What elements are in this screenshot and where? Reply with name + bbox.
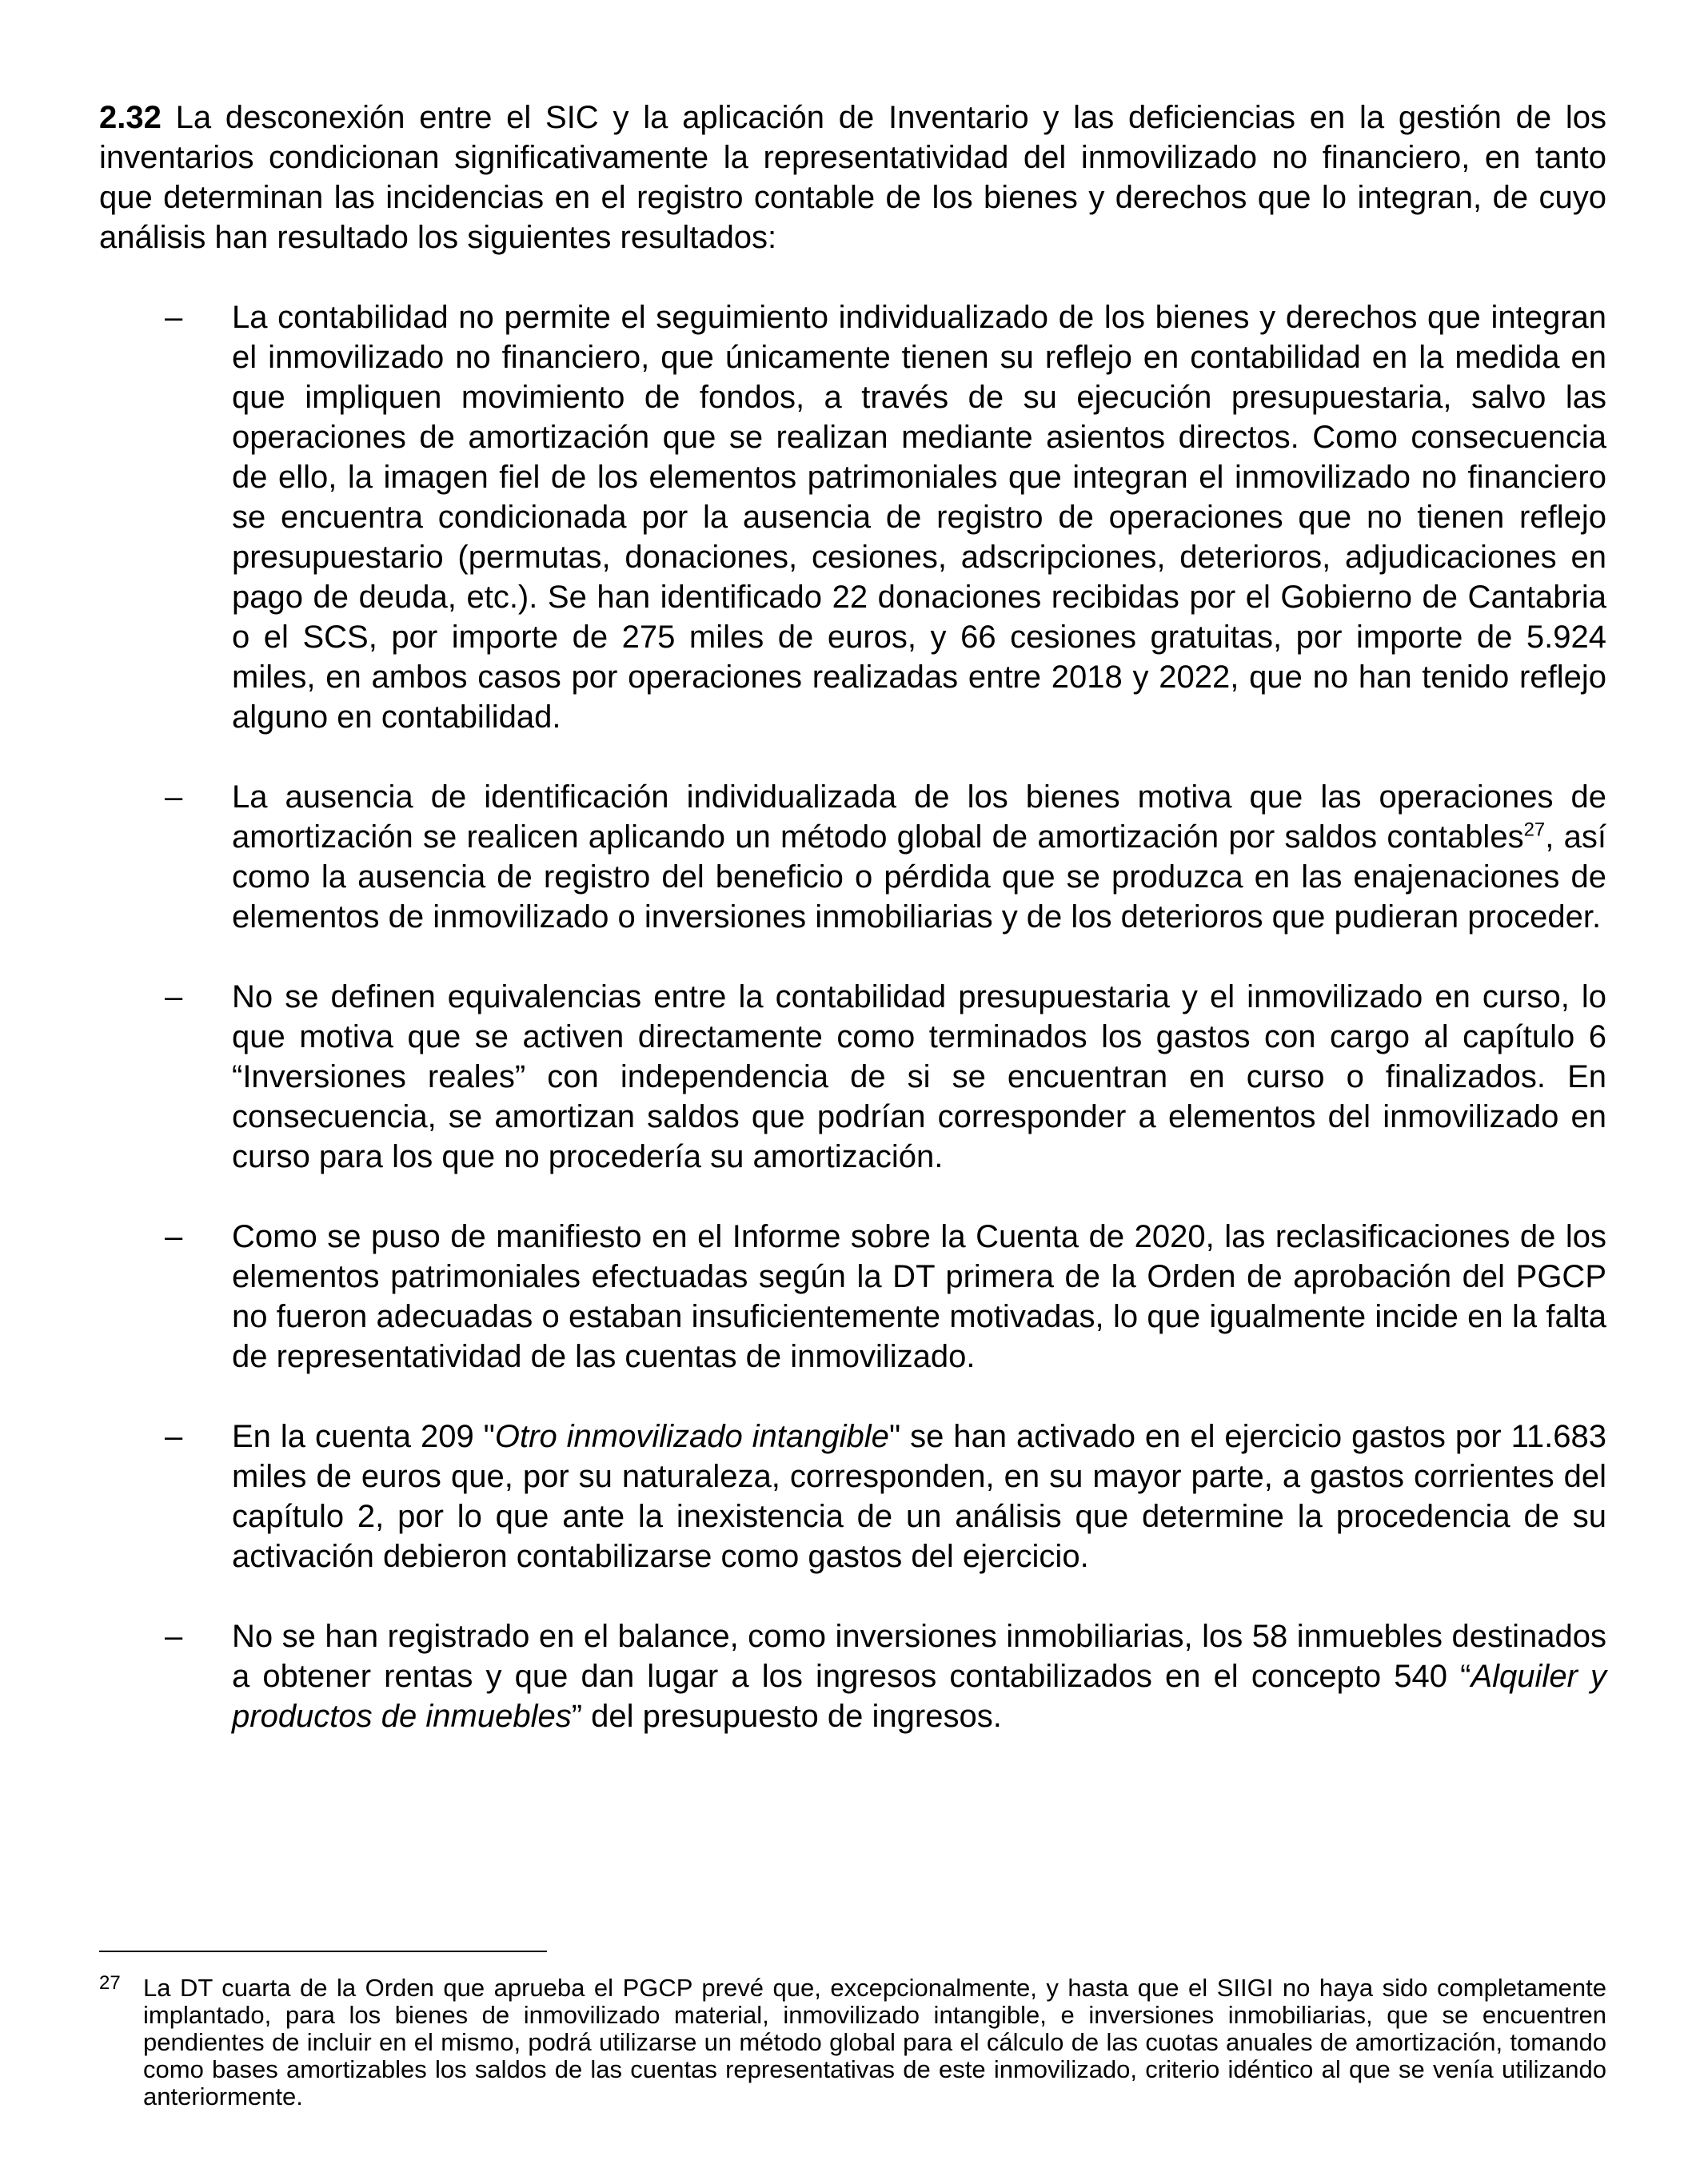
main-body: [99, 98, 1606, 1736]
list-item-text-part: La ausencia de identificación individualizada de los bienes motiva que las operaciones de amortización se realicen aplicando un método global de amortización por saldos contables: [232, 779, 1606, 855]
list-item-text-part: No se han registrado en el balance, como inversiones inmobiliarias, los 58 inmuebles destinados a obtener rentas y que dan lugar a los ingresos contabilizados en el concepto 540 “: [232, 1619, 1606, 1694]
list-item-text: No se definen equivalencias entre la contabilidad presupuestaria y el inmovilizado en curso, lo que motiva que se activen directamente como terminados los gastos con cargo al capítulo 6 “Inversiones reales” con independencia de si se encuentran en curso o finalizados. En consecuencia, se amortizan saldos que podrían corresponder a elementos del inmovilizado en curso para los que no procedería su amortización.: [232, 979, 1606, 1174]
footnote-reference[interactable]: 27: [1523, 819, 1546, 841]
footnote-number: 27: [99, 1972, 121, 1994]
list-item: [99, 1616, 1606, 1736]
list-item-text: Como se puso de manifiesto en el Informe sobre la Cuenta de 2020, las reclasificaciones de los elementos patrimoniales efectuadas según la DT primera de la Orden de aprobación del PGCP no fueron adecuadas o estaban insuficientemente motivadas, lo que igualmente incide en la falta de representatividad de las cuentas de inmovilizado.: [232, 1219, 1606, 1374]
list-item-text: La contabilidad no permite el seguimiento individualizado de los bienes y derechos que integran el inmovilizado no financiero, que únicamente tienen su reflejo en contabilidad en la medida en que impliquen movimiento de fondos, a través de su ejecución presupuestaria, salvo las operaciones de amortización que se realizan mediante asientos directos. Como consecuencia de ello, la imagen fiel de los elementos patrimoniales que integran el inmovilizado no financiero se encuentra condicionada por la ausencia de registro de operaciones que no tienen reflejo presupuestario (permutas, donaciones, cesiones, adscripciones, deterioros, adjudicaciones en pago de deuda, etc.). Se han identificado 22 donaciones recibidas por el Gobierno de Cantabria o el SCS, por importe de 275 miles de euros, y 66 cesiones gratuitas, por importe de 5.924 miles, en ambos casos por operaciones realizadas entre 2018 y 2022, que no han tenido reflejo alguno en contabilidad.: [232, 300, 1606, 735]
list-item-text: [232, 1616, 1606, 1736]
dash-bullet: –: [165, 1419, 183, 1454]
list-item-text-part: En la cuenta 209 ": [232, 1419, 495, 1454]
dash-bullet: –: [165, 1619, 183, 1654]
list-item: [99, 777, 1606, 937]
concept-name-italic: Alquiler y productos de inmuebles: [232, 1659, 1607, 1734]
account-name-italic: Otro inmovilizado intangible: [494, 1419, 889, 1454]
list-item-text: [232, 1417, 1606, 1576]
footnote: [99, 1972, 1606, 2110]
footnote-text: La DT cuarta de la Orden que aprueba el PGCP prevé que, excepcionalmente, y hasta que el SIIGI no haya sido completamente implantado, para los bienes de inmovilizado material, inmovilizado intangible, e inversiones inmobiliarias, que se encuentren pendientes de incluir en el mismo, podrá utilizarse un método global para el cálculo de las cuotas anuales de amortización, tomando como bases amortizables los saldos de las cuentas representativas de este inmovilizado, criterio idéntico al que se venía utilizando anteriormente.: [143, 1974, 1606, 2110]
list-item: [99, 1217, 1606, 1377]
footnote-separator: [99, 1951, 547, 1952]
dash-bullet: –: [165, 779, 183, 815]
list-item-text-part: " se han activado en el ejercicio gastos por 11.683 miles de euros que, por su naturaleza, corresponden, en su mayor parte, a gastos corrientes del capítulo 2, por lo que ante la inexistencia de un análisis que determine la procedencia de su activación debieron contabilizarse como gastos del ejercicio.: [232, 1419, 1607, 1574]
dash-bullet: –: [165, 979, 183, 1014]
list-item: [99, 297, 1606, 737]
list-item-text: [232, 777, 1606, 937]
list-item-text-part: , así como la ausencia de registro del beneficio o pérdida que se produzca en las enajenaciones de elementos de inmovilizado o inversiones inmobiliarias y de los deterioros que pudieran proceder.: [232, 819, 1606, 935]
paragraph-text: La desconexión entre el SIC y la aplicación de Inventario y las deficiencias en la gestión de los inventarios condicionan significativamente la representatividad del inmovilizado no financiero, en tanto que determinan las incidencias en el registro contable de los bienes y derechos que lo integran, de cuyo análisis han resultado los siguientes resultados:: [99, 100, 1606, 255]
paragraph-2-32: [99, 98, 1606, 257]
list-item-text-part: ” del presupuesto de ingresos.: [571, 1699, 1002, 1734]
list-item: [99, 977, 1606, 1177]
findings-list: [99, 297, 1606, 1736]
dash-bullet: –: [165, 1219, 183, 1254]
paragraph-number: 2.32: [99, 100, 162, 135]
dash-bullet: –: [165, 300, 183, 335]
list-item: [99, 1417, 1606, 1576]
